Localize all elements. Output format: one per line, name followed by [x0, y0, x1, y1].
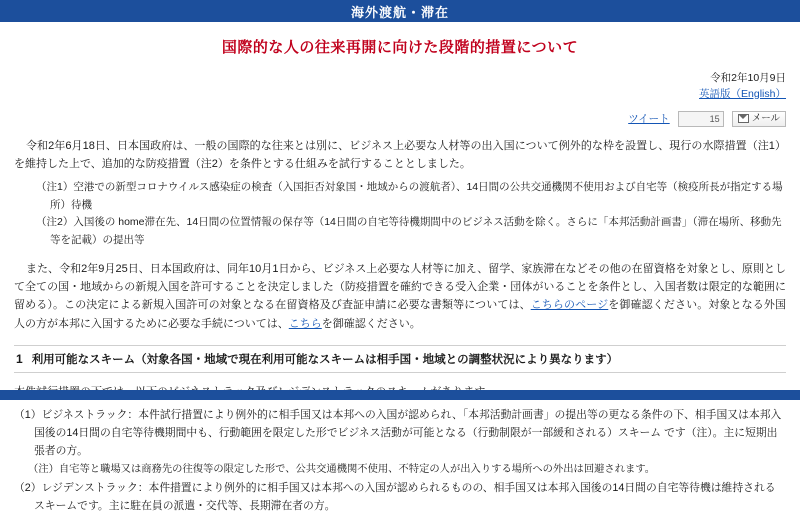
- procedure-link[interactable]: こちら: [288, 317, 322, 330]
- site-header: [0, 0, 800, 22]
- paragraph-2-pre: また、令和2年9月25日、日本国政府は、同年10月1日から、ビジネス上必要な人材等に加え、留学、家族滞在などその他の在留資格を対象とし、原則として全ての国・地域からの新規入国を許可することを決定しました（防疫措置を確約できる受入企業・団体がいることを条件とし、入国者数は限定的な範囲に留める）。この決定による新規入国許可の対象となる在留資格及び査証申請に必要な書類等については、: [14, 263, 786, 312]
- section-1-header: [14, 345, 786, 373]
- scheme-item-residence-track: （2）レジデンストラック：本件措置により例外的に相手国又は本邦への入国が認められるものの、相手国又は本邦入国後の14日間の自宅等待機は維持されるスキームです。主に駐在員の派遣・交代等、長期滞在者の方。: [14, 481, 776, 512]
- document-content: [0, 36, 800, 515]
- scheme-list: [14, 407, 786, 515]
- paragraph-2-mid: を御確認ください。対象となる外国人の方が本邦に入国するために必要な手続については、: [14, 299, 787, 330]
- mail-button-label: メール: [751, 112, 780, 124]
- section-1-number: 1: [16, 351, 23, 366]
- english-version-link[interactable]: 英語版（English）: [699, 87, 786, 100]
- document-date: 令和2年10月9日: [710, 72, 786, 84]
- note-item-1: （注1）空港での新型コロナウイルス感染症の検査（入国拒否対象国・地域からの渡航者）、14日間の公共交通機関不使用および自宅等（検疫所長が指定する場所）待機: [36, 180, 783, 211]
- scheme-item-business-track: （1）ビジネストラック：本件試行措置により例外的に相手国又は本邦への入国が認められ、「本邦活動計画書」の提出等の更なる条件の下、相手国又は本邦入国後の14日間の自宅等待機期間中も、行動範囲を限定した形でビジネス活動が可能となる（行動制限が一部緩和される）スキーム です（注）。主に短期出張者の方。: [14, 409, 782, 458]
- paragraph-2-post: を御確認ください。: [321, 317, 421, 330]
- tweet-count: 15: [678, 111, 724, 127]
- share-row: [14, 111, 786, 127]
- note-item-2: （注2）入国後の home滞在先、14日間の位置情報の保存等（14日間の自宅等待機期間中のビジネス活動を除く。さらに「本邦活動計画書」（滞在場所、移動先等を記載）の提出等: [36, 216, 782, 247]
- paragraph-2: [14, 260, 786, 333]
- note-list: [36, 179, 786, 250]
- scheme-item-note: （注）自宅等と職場又は商務先の往復等の限定した形で、公共交通機関不使用、不特定の人が出入りする場所への外出は回避されます。: [28, 463, 656, 475]
- document-meta: [14, 71, 786, 103]
- mail-button[interactable]: [732, 111, 786, 127]
- paragraph-1: 令和2年6月18日、日本国政府は、一般の国際的な往来とは別に、ビジネス上必要な人材等の出入国について例外的な枠を設置し、現行の水際措置（注1）を維持した上で、追加的な防疫措置（注2）を条件とする仕組みを試行することとしました。: [14, 139, 786, 170]
- tweet-link[interactable]: ツイート: [628, 113, 670, 125]
- site-title: 海外渡航・滞在: [350, 4, 449, 20]
- mail-icon: [738, 114, 749, 123]
- page-title: 国際的な人の往来再開に向けた段階的措置について: [221, 39, 579, 56]
- details-page-link[interactable]: こちらのページ: [530, 299, 609, 312]
- footer-bar: [0, 390, 800, 400]
- section-1-title: 利用可能なスキーム（対象各国・地域で現在利用可能なスキームは相手国・地域との調整状況により異なります）: [31, 353, 619, 366]
